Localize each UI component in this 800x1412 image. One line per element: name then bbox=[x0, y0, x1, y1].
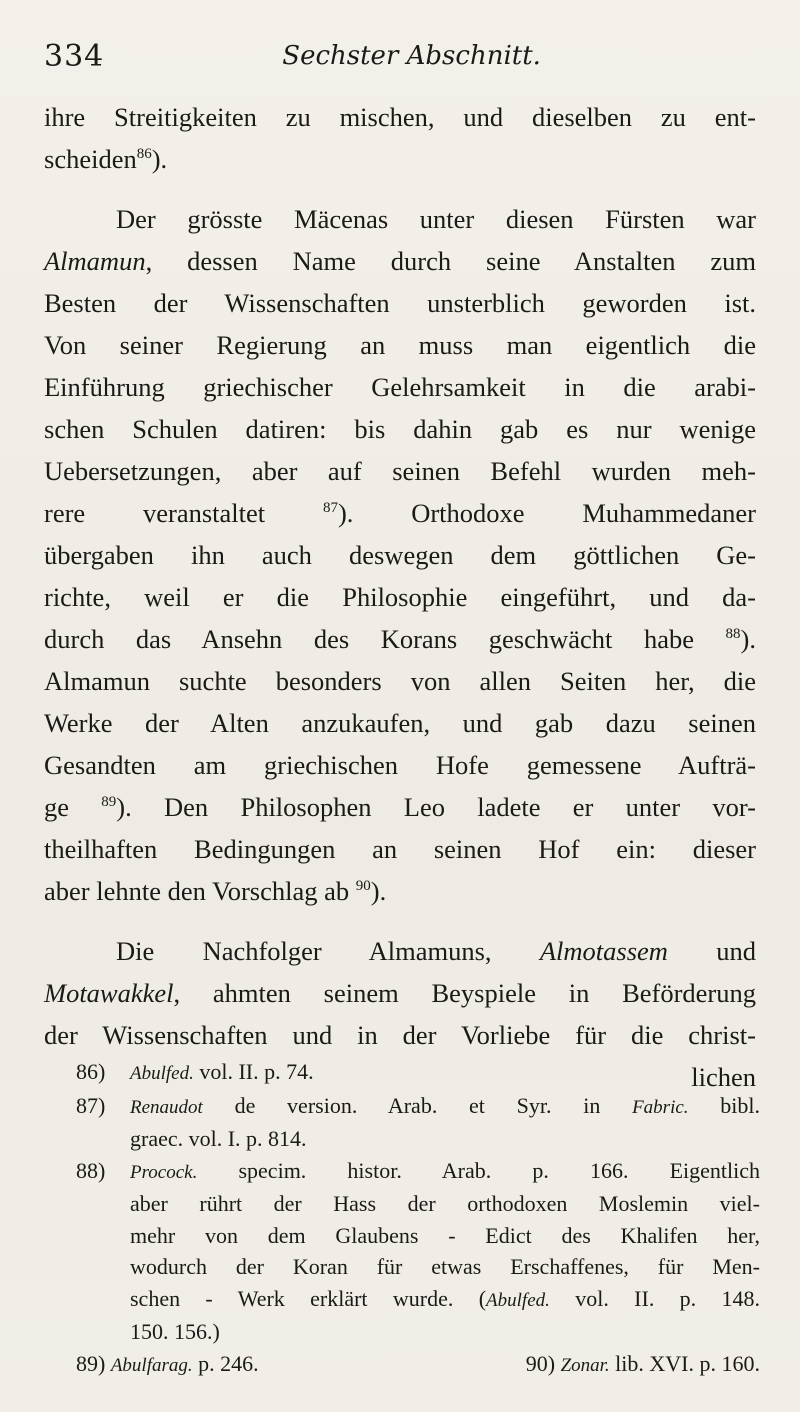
text-line: rere veranstaltet $^{87}$). Orthodoxe Muhammedaner bbox=[44, 498, 757, 528]
catchword: lichen bbox=[691, 1062, 756, 1092]
text-line: Almamun, dessen Name durch seine Anstalten zum bbox=[44, 246, 756, 276]
text-line: theilhaften Bedingungen an seinen Hof ein: dieser bbox=[44, 834, 756, 864]
footnote-87: 87) Renaudot de version. Arab. et Syr. in Fabric. bibl. graec. vol. I. p. 814. bbox=[76, 1090, 760, 1155]
footnote-89: 89) Abulfarag. p. 246. bbox=[76, 1350, 259, 1376]
text-line: Uebersetzungen, aber auf seinen Befehl wurden meh- bbox=[44, 456, 756, 486]
footnote-86: 86) Abulfed. vol. II. p. 74. bbox=[76, 1056, 760, 1090]
name-motawakkel: Motawakkel bbox=[44, 978, 174, 1008]
footnote-88: 88) Procock. specim. histor. Arab. p. 166. Eigentlich aber rührt der Hass der orthodoxen Moslemin viel- mehr von dem Glaubens - Edict des Khalifen her, wodurch der Koran für etwas Erschaffenes, für Men- schen - Werk erklärt wurde. (Abulfed. vol. II. p. 148. 150. 156.) bbox=[76, 1155, 760, 1348]
text-line: Die Nachfolger Almamuns, Almotassem und bbox=[116, 936, 756, 966]
footnote-ref[interactable]: 86 bbox=[136, 146, 152, 162]
text-line: Von seiner Regierung an muss man eigentlich die bbox=[44, 330, 756, 360]
footnote-ref[interactable]: 89 bbox=[101, 794, 117, 810]
body-text bbox=[44, 96, 756, 1098]
text-line: übergaben ihn auch deswegen dem göttlichen Ge- bbox=[44, 540, 756, 570]
text-line: Der grösste Mäcenas unter diesen Fürsten war bbox=[116, 204, 756, 234]
text-line: Besten der Wissenschaften unsterblich geworden ist. bbox=[44, 288, 756, 318]
footnote-author: Renaudot bbox=[130, 1096, 203, 1118]
text-line: Werke der Alten anzukaufen, und gab dazu seinen bbox=[44, 708, 756, 738]
text-line: Motawakkel, ahmten seinem Beyspiele in Beförderung bbox=[44, 978, 756, 1008]
text-line: durch das Ansehn des Korans geschwächt habe $^{88}$). bbox=[44, 624, 756, 654]
text-line: aber lehnte den Vorschlag ab $^{90}$). bbox=[44, 876, 387, 906]
paragraph-1 bbox=[44, 96, 756, 180]
text-line: ihre Streitigkeiten zu mischen, und dieselben zu ent- bbox=[44, 102, 756, 132]
text-line: Gesandten am griechischen Hofe gemessene Aufträ- bbox=[44, 750, 756, 780]
footnote-number: 88) bbox=[76, 1157, 106, 1183]
name-almotassem: Almotassem bbox=[539, 936, 668, 966]
footnote-author: Abulfed. bbox=[130, 1063, 194, 1084]
name-almamun: Almamun bbox=[44, 246, 146, 276]
page-number: 334 bbox=[44, 38, 105, 74]
text-line: der Wissenschaften und in der Vorliebe für die christ- bbox=[44, 1020, 756, 1050]
footnote-ref[interactable]: 87 bbox=[322, 500, 338, 516]
page-header bbox=[44, 34, 756, 78]
text-line: scheiden$^{86}$). bbox=[44, 144, 168, 174]
text-line: ge $^{89}$). Den Philosophen Leo ladete er unter vor- bbox=[44, 792, 756, 822]
footnote-ref[interactable]: 90 bbox=[355, 878, 371, 894]
footnote-90: 90) Zonar. lib. XVI. p. 160. bbox=[525, 1350, 760, 1376]
text-line: schen Schulen datiren: bis dahin gab es nur wenige bbox=[44, 414, 756, 444]
text-line: Einführung griechischer Gelehrsamkeit in die arabi- bbox=[44, 372, 756, 402]
paragraph-2 bbox=[44, 198, 756, 912]
footnote-89-90 bbox=[76, 1348, 760, 1382]
text-line: Almamun suchte besonders von allen Seiten her, die bbox=[44, 666, 756, 696]
footnote-number: 87) bbox=[76, 1092, 106, 1118]
footnote-ref[interactable]: 88 bbox=[725, 626, 741, 642]
footnote-author: Procock. bbox=[130, 1161, 198, 1183]
running-head: Sechster Abschnitt. bbox=[282, 41, 541, 71]
footnotes bbox=[76, 1056, 760, 1381]
footnote-number: 86) bbox=[76, 1059, 106, 1084]
text-line: richte, weil er die Philosophie eingeführt, und da- bbox=[44, 582, 756, 612]
